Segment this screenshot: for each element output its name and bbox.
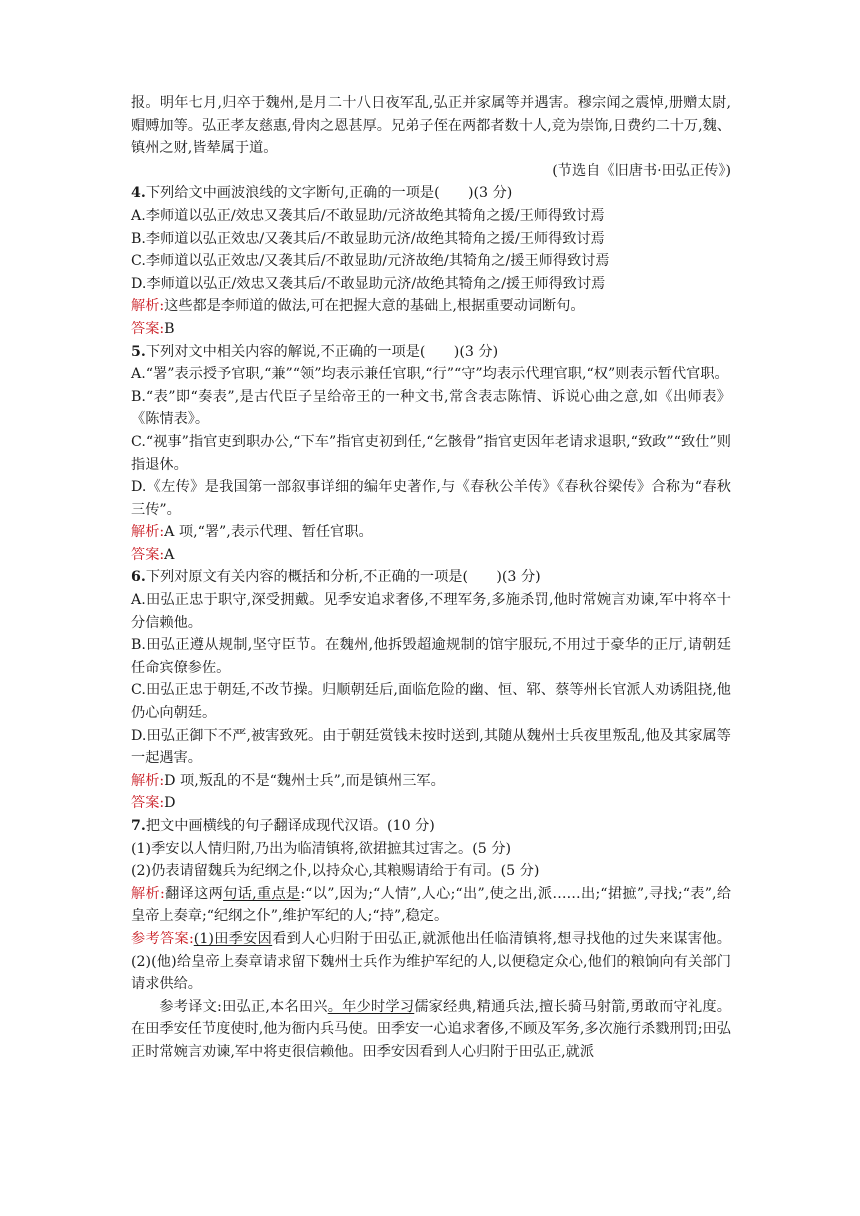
analysis <box>131 521 731 544</box>
option-b: B.田弘正遵从规制,坚守臣节。在魏州,他拆毁超逾规制的馆宇服玩,不用过于豪华的正厅,请朝廷任命宾僚参佐。 <box>131 637 731 676</box>
option-c: C.田弘正忠于朝廷,不改节操。归顺朝廷后,面临危险的幽、恒、郓、蔡等州长官派人劝诱阻挠,他仍心向朝廷。 <box>131 682 731 722</box>
question-6 <box>131 566 731 815</box>
option-d: D.田弘正御下不严,被害致死。由于朝廷赏钱未按时送到,其随从魏州士兵夜里叛乱,他及其家属等一起遇害。 <box>131 727 731 767</box>
option-c: C.“视事”指官吏到职办公,“下车”指官吏初到任,“乞骸骨”指官吏因年老请求退职,“致政”“致仕”则指退休。 <box>131 433 731 473</box>
answer-label: 答案: <box>131 795 165 812</box>
question-5 <box>131 341 731 567</box>
option-a: A.“署”表示授予官职,“兼”“领”均表示兼任官职,“行”“守”均表示代理官职,“权”则表示暂代官职。 <box>131 366 729 383</box>
option-d: D.李师道以弘正/效忠又袭其后/不敢显助元济/故绝其犄角之/援王师得致讨焉 <box>131 275 606 292</box>
reference-answer-label: 参考答案: <box>131 930 194 947</box>
option-c: C.李师道以弘正效忠/又袭其后/不敢显助/元济故绝/其犄角之/援王师得致讨焉 <box>131 253 610 270</box>
option-a: A.田弘正忠于职守,深受拥戴。见季安追求奢侈,不理军务,多施杀罚,他时常婉言劝谏,军中将卒十分信赖他。 <box>131 592 731 631</box>
question-stem-text: 下列对原文有关内容的概括和分析,不正确的一项是( )(3 分) <box>145 569 541 586</box>
analysis-text: D 项,叛乱的不是“魏州士兵”,而是镇州三军。 <box>164 772 445 789</box>
analysis-text: A 项,“署”,表示代理、暂任官职。 <box>164 524 373 541</box>
analysis <box>131 295 731 318</box>
sentence-2: (2)仍表请留魏兵为纪纲之仆,以持众心,其粮赐请给于有司。(5 分) <box>131 863 540 880</box>
answer-value: B <box>164 320 175 337</box>
analysis-underlined: 句话,重点是 <box>223 885 301 902</box>
analysis-label: 解析: <box>131 298 165 315</box>
question-5-stem <box>131 341 731 364</box>
question-stem-text: 把文中画横线的句子翻译成现代汉语。(10 分) <box>145 818 435 834</box>
passage-ending: 报。明年七月,归卒于魏州,是月二十八日夜军乱,弘正并家属等并遇害。穆宗闻之震悼,册赠太尉,赗赙加等。弘正孝友慈惠,骨肉之恩甚厚。兄弟子侄在两都者数十人,竞为崇饰,日费约二十万,魏、镇州之财,皆辇属于道。 <box>131 95 731 157</box>
question-number: 7. <box>131 818 146 834</box>
question-7 <box>131 815 731 996</box>
question-number: 6. <box>131 569 146 586</box>
question-4-stem <box>131 182 731 205</box>
option-b: B.“表”即“奏表”,是古代臣子呈给帝王的一种文书,常含表志陈情、诉说心曲之意,如《出师表》《陈情表》。 <box>131 388 731 428</box>
option-b: B.李师道以弘正效忠/又袭其后/不敢显助元济/故绝其犄角之援/王师得致讨焉 <box>131 230 605 247</box>
analysis-text-a: 翻译这两 <box>164 885 224 902</box>
analysis <box>131 883 731 928</box>
answer <box>131 792 731 815</box>
answer-value: D <box>164 795 176 812</box>
question-7-stem <box>131 815 731 838</box>
answer-label: 答案: <box>131 320 165 337</box>
analysis-label: 解析: <box>131 885 165 902</box>
analysis-text: 这些都是李师道的做法,可在把握大意的基础上,根据重要动词断句。 <box>164 298 585 315</box>
answer <box>131 318 731 341</box>
question-stem-text: 下列给文中画波浪线的文字断句,正确的一项是( )(3 分) <box>145 185 513 202</box>
analysis <box>131 770 731 793</box>
analysis-label: 解析: <box>131 772 165 789</box>
question-stem-text: 下列对文中相关内容的解说,不正确的一项是( )(3 分) <box>145 343 499 360</box>
question-number: 5. <box>131 343 146 360</box>
question-number: 4. <box>131 185 146 202</box>
answer <box>131 544 731 567</box>
analysis-text-b: :“以”,因为;“人情”,人心;“出”,使之出,派……出;“捃摭”,寻找;“表”,给皇帝上奏章;“纪纲之仆”,维护军纪的人;“持”,稳定。 <box>131 885 732 925</box>
reference-answer <box>131 928 731 996</box>
document-page <box>131 92 731 1064</box>
reference-answer-underlined: (1)田季安因 <box>193 930 273 947</box>
analysis-label: 解析: <box>131 524 165 541</box>
option-d: D.《左传》是我国第一部叙事详细的编年史著作,与《春秋公羊传》《春秋谷梁传》合称为“春秋三传”。 <box>131 479 731 518</box>
translation-text-b: 儒家经典,精通兵法,擅长骑马射箭,勇敢而守礼度。在田季安任节度使时,他为衙内兵马使。田季安一心追求奢侈,不顾及军务,多次施行杀戮刑罚;田弘正时常婉言劝谏,军中将吏很信赖他。田季安因看到人心归附于田弘正,就派 <box>131 998 731 1060</box>
question-4 <box>131 182 731 340</box>
sentence-1: (1)季安以人情归附,乃出为临清镇将,欲捃摭其过害之。(5 分) <box>131 840 512 857</box>
question-6-stem <box>131 566 731 589</box>
translation-underlined: 。年少时学习 <box>327 998 415 1015</box>
answer-label: 答案: <box>131 546 165 563</box>
reference-answer-text: 看到人心归附于田弘正,就派他出任临清镇将,想寻找他的过失来谋害他。(2)(他)给皇帝上奏章请求留下魏州士兵作为维护军纪的人,以便稳定众心,他们的粮饷向有关部门请求供给。 <box>131 930 731 993</box>
reference-translation <box>131 996 731 1064</box>
answer-value: A <box>164 546 175 563</box>
translation-text-a: 参考译文:田弘正,本名田兴 <box>159 998 328 1015</box>
passage-source: (节选自《旧唐书·田弘正传》) <box>552 162 731 179</box>
option-a: A.李师道以弘正/效忠又袭其后/不敢显助/元济故绝其犄角之援/王师得致讨焉 <box>131 207 605 224</box>
